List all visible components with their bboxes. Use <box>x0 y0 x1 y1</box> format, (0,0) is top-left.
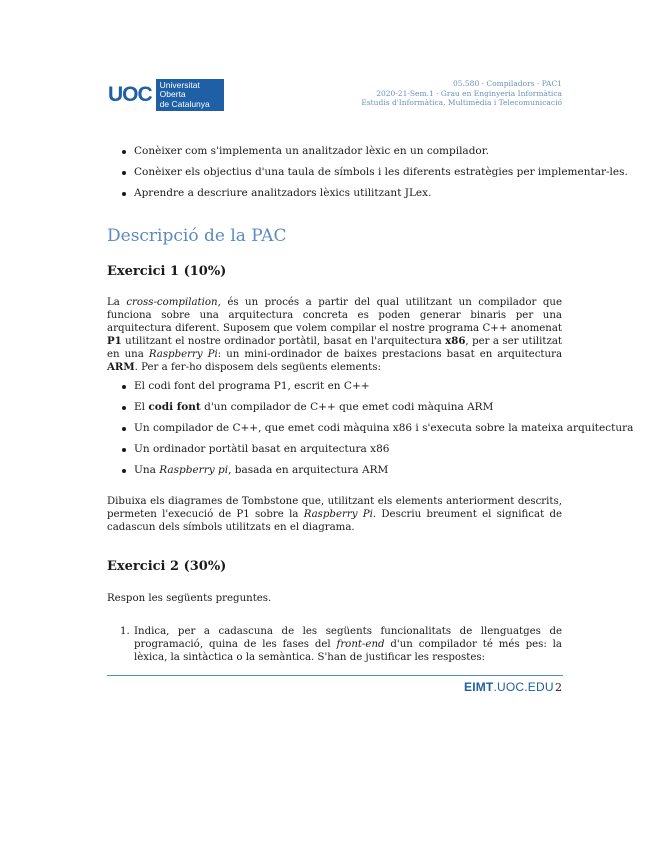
text: Indica, per a cadascuna de les següents funcionalitats de llenguatges de programació, quina de les fases del <box>134 626 562 650</box>
exercise-2-title: Exercici 2 (30%) <box>107 559 227 574</box>
text: Dibuixa els diagrames de Tombstone que, utilitzant els elements anteriorment descrits, permeten l'execució de P1 sobre la <box>107 496 562 520</box>
eimt-logo: EIMT.UOC.EDU <box>464 680 554 694</box>
term-arm: ARM <box>107 361 135 373</box>
element-item: Una Raspberry pi, basada en arquitectura ARM <box>120 464 633 477</box>
element-item: Un ordinador portàtil basat en arquitectura x86 <box>120 443 633 456</box>
footer-rule <box>107 675 563 676</box>
term-front-end: front-end <box>336 639 385 650</box>
exercise-1-title: Exercici 1 (10%) <box>107 264 227 279</box>
header-semester: 2020-21-Sem.1 · Grau en Enginyeria Informàtica <box>376 88 562 98</box>
exercise-1-question <box>107 495 562 534</box>
term-x86: x86 <box>445 335 466 347</box>
text: , és un procés a partir del qual utilitzant un compilador que funciona sobre una arquitectura concreta es poden generar binaris per una arquitectura diferent. Suposem que volem compilar el nostre programa C++ anomenat <box>107 297 562 334</box>
objective-item: Conèixer els objectius d'una taula de símbols i les diferents estratègies per implementar-les. <box>120 166 628 179</box>
item-number: 1. <box>120 626 130 637</box>
section-title: Descripció de la PAC <box>107 226 287 246</box>
header-course: 05.580 · Compiladors · PAC1 <box>452 79 562 88</box>
term-p1: P1 <box>107 335 122 347</box>
text: : un mini-ordinador de baixes prestacions basat en arquitectura <box>217 349 563 360</box>
objectives-list <box>120 145 628 200</box>
page-number: 2 <box>555 681 562 694</box>
exercise-1-intro <box>107 296 562 374</box>
text: . Descriu breument el significat de cadascun dels símbols utilitzats en el diagrama. <box>107 509 562 533</box>
logo-text <box>156 79 224 112</box>
logo-mark: UOC <box>108 83 152 106</box>
element-item: El codi font d'un compilador de C++ que emet codi màquina ARM <box>120 401 633 414</box>
logo-line1: Universitat Oberta <box>159 79 200 100</box>
text: d'un compilador té més pes: la lèxica, la sintàctica o la semàntica. S'han de justificar les respostes: <box>134 639 562 663</box>
element-item: Un compilador de C++, que emet codi màquina x86 i s'executa sobre la mateixa arquitectura <box>120 422 633 435</box>
uoc-logo <box>108 80 224 110</box>
text: . Per a fer-ho disposem dels següents elements: <box>134 362 381 373</box>
term-raspberry-pi: Raspberry Pi <box>303 509 373 520</box>
header-studies: Estudis d'Informàtica, Multimèdia i Telecomunicació <box>361 98 562 107</box>
text: utilitzant el nostre ordinador portàtil, basat en l'arquitectura <box>121 336 446 347</box>
logo-line2: de Catalunya <box>159 98 210 109</box>
text: , per a ser utilitzat en una <box>107 336 562 360</box>
objective-item: Conèixer com s'implementa un analitzador lèxic en un compilador. <box>120 145 628 158</box>
exercise-2-intro: Respon les següents preguntes. <box>107 593 272 604</box>
objective-item: Aprendre a descriure analitzadors lèxics utilitzant JLex. <box>120 187 628 200</box>
term-cross-compilation: cross-compilation <box>126 297 218 308</box>
header-info <box>361 79 562 108</box>
text: La <box>107 297 127 308</box>
term-raspberry-pi: Raspberry Pi <box>148 349 218 360</box>
exercise-2-item-1 <box>134 625 562 664</box>
element-item: El codi font del programa P1, escrit en C++ <box>120 380 633 393</box>
elements-list <box>120 380 633 477</box>
